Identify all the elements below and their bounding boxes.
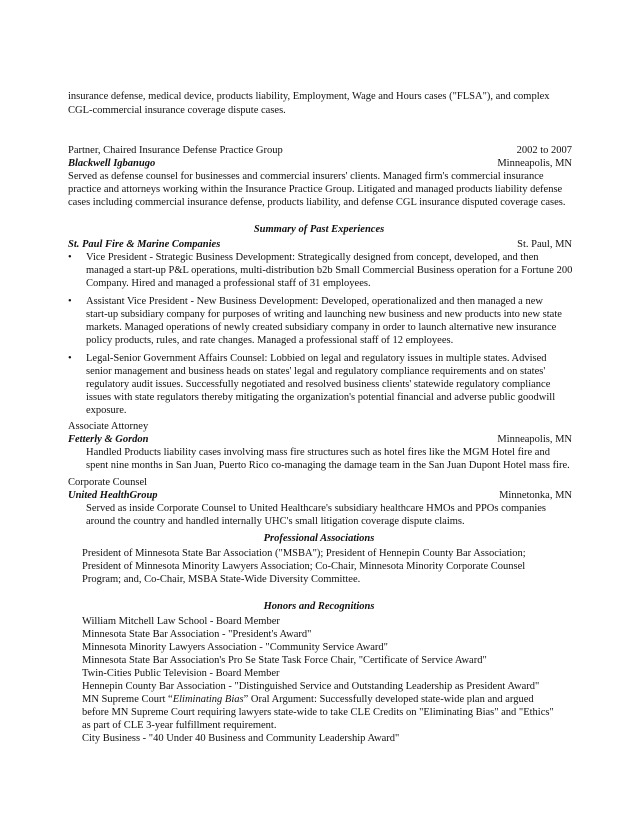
job-description-line: spent nine months in San Juan, Puerto Rico co-managing the damage team in the San Juan Dupont Hotel mass fire. (86, 460, 570, 471)
firm-location: Minneapolis, MN (497, 158, 572, 169)
court-prefix: MN Supreme Court “ (82, 694, 173, 705)
firm-row (68, 157, 572, 170)
bullet-line: Company. Hired and managed a professional staff of 31 employees. (86, 278, 371, 289)
honor-item-court-line: before MN Supreme Court requiring lawyers state-wide to take CLE Credits on "Eliminating Bias" and "Ethics" (82, 707, 554, 718)
bullet-line: Assistant Vice President - New Business Development: Developed, operationalized and then managed a new (86, 296, 543, 307)
job-description-line: Served as defense counsel for businesses and commercial insurers' clients. Managed firm's commercial insurance (68, 171, 544, 182)
association-line: Program; and, Co-Chair, MSBA State-Wide Diversity Committee. (82, 574, 361, 585)
association-line: President of Minnesota Minority Lawyers Association; Co-Chair, Minnesota Minority Corporate Counsel (82, 561, 526, 572)
bullet-line: managed a start-up P&L operations, multi-distribution b2b Small Commercial Business operation for a Fortune 200 (86, 265, 573, 276)
bullet-line: senior management and business heads on states' legal and regulatory compliance requirements and on states' (86, 366, 546, 377)
job-title: Corporate Counsel (68, 477, 148, 488)
job-title: Partner, Chaired Insurance Defense Practice Group (68, 145, 283, 156)
intro-line: insurance defense, medical device, products liability, Employment, Wage and Hours cases ("FLSA"), and complex (68, 91, 550, 102)
honor-item: City Business - "40 Under 40 Business and Community Leadership Award" (82, 733, 400, 744)
firm-location: St. Paul, MN (517, 239, 572, 250)
job-description-line: Served as inside Corporate Counsel to United Healthcare's subsidiary healthcare HMOs and PPOs companies (86, 503, 546, 514)
firm-location: Minneapolis, MN (497, 434, 572, 445)
section-heading-summary: Summary of Past Experiences (253, 224, 385, 235)
honor-item: Minnesota Minority Lawyers Association - "Community Service Award" (82, 642, 388, 653)
section-heading-honors: Honors and Recognitions (263, 601, 375, 612)
job-description-line: around the country and handled internally UHC's small litigation coverage dispute claims. (86, 516, 465, 527)
intro-line: CGL-commercial insurance coverage dispute cases. (68, 105, 286, 116)
firm-name: St. Paul Fire & Marine Companies (68, 239, 221, 250)
bullet-line: exposure. (86, 405, 127, 416)
honor-item-court (82, 693, 534, 706)
bullet-line: markets. Managed operations of newly created subsidiary company in order to launch alternative new insurance (86, 322, 557, 333)
job-title: Associate Attorney (68, 421, 149, 432)
bullet-line: Legal-Senior Government Affairs Counsel: Lobbied on legal and regulatory issues in multiple states. Advised (86, 353, 547, 364)
bullet-line: issues with state regulators thereby mitigating the organization's potential financial and adverse public goodwill (86, 392, 556, 403)
honor-item: Twin-Cities Public Television - Board Member (82, 668, 280, 679)
honor-item-court-line: as part of CLE 3-year fulfillment requirement. (82, 720, 277, 731)
bullet-icon: • (68, 353, 72, 364)
bullet-line: policy products, rules, and rate changes. Managed a professional staff of 12 employees. (86, 335, 454, 346)
honor-item: Hennepin County Bar Association - "Distinguished Service and Outstanding Leadership as President Award" (82, 681, 540, 692)
bullet-line: Vice President - Strategic Business Development: Strategically designed from concept, developed, and then (86, 252, 539, 263)
honor-item: William Mitchell Law School - Board Member (82, 616, 280, 627)
firm-name: Fetterly & Gordon (68, 434, 149, 445)
firm-name: Blackwell Igbanugo (68, 158, 156, 169)
bullet-line: start-up subsidiary company for purposes of writing and launching new business and new products into new state (86, 309, 562, 320)
job-description-line: Handled Products liability cases involving mass fire structures such as hotel fires like the MGM Hotel fire and (86, 447, 550, 458)
firm-row (68, 238, 572, 251)
firm-location: Minnetonka, MN (499, 490, 572, 501)
firm-name: United HealthGroup (68, 490, 158, 501)
honor-item: Minnesota State Bar Association's Pro Se State Task Force Chair, "Certificate of Service Award" (82, 655, 487, 666)
job-header (68, 144, 572, 157)
firm-row (68, 489, 572, 502)
association-line: President of Minnesota State Bar Association ("MSBA"); President of Hennepin County Bar Association; (82, 548, 526, 559)
section-heading-associations: Professional Associations (263, 533, 375, 544)
job-description-line: practice and attorneys working within the Insurance Practice Group. Litigated and managed products liability defense (68, 184, 563, 195)
bullet-line: regulatory audit issues. Successfully negotiated and resolved business clients' statewide regulatory compliance (86, 379, 551, 390)
bullet-icon: • (68, 296, 72, 307)
court-case-title: Eliminating Bias (172, 694, 244, 705)
job-description-line: cases including commercial insurance defense, products liability, and defense CGL insurance disputed coverage cases. (68, 197, 566, 208)
honor-item: Minnesota State Bar Association - "President's Award" (82, 629, 312, 640)
firm-row (68, 433, 572, 446)
bullet-icon: • (68, 252, 72, 263)
job-dates: 2002 to 2007 (516, 145, 572, 156)
court-suffix: ” Oral Argument: Successfully developed state-wide plan and argued (243, 694, 534, 705)
